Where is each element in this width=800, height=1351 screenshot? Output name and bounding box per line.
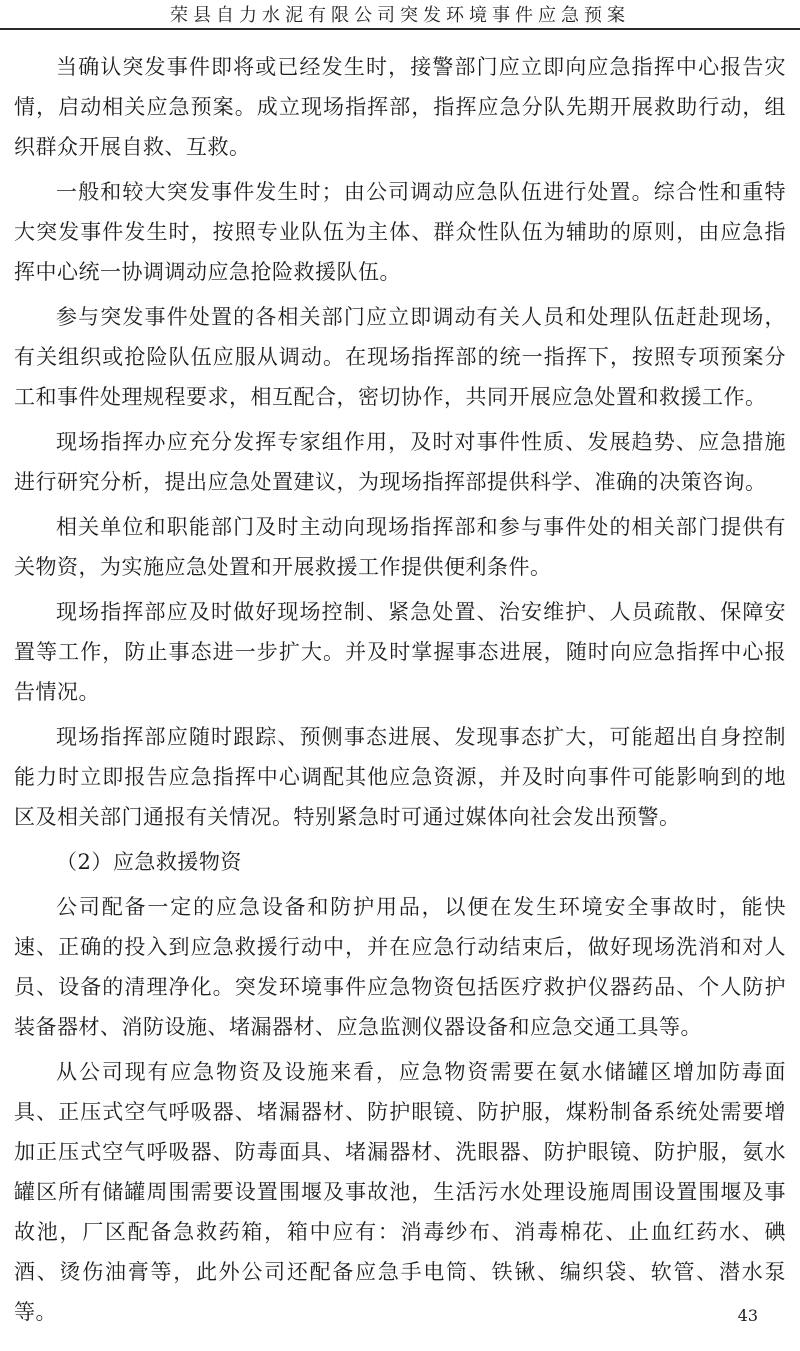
paragraph: 当确认突发事件即将或已经发生时，接警部门应立即向应急指挥中心报告灾情，启动相关应急预案。成立现场指挥部，指挥应急分队先期开展救助行动，组织群众开展自救、互救。 xyxy=(14,55,786,159)
page-header-title: 荣县自力水泥有限公司突发环境事件应急预案 xyxy=(170,5,630,26)
section-heading: （2）应急救援物资 xyxy=(56,850,242,874)
page-header xyxy=(0,0,800,25)
paragraph: 一般和较大突发事件发生时；由公司调动应急队伍进行处置。综合性和重特大突发事件发生时，按照专业队伍为主体、群众性队伍为辅助的原则，由应急指挥中心统一协调调动应急抢险救援队伍。 xyxy=(14,180,786,284)
paragraph: 从公司现有应急物资及设施来看，应急物资需要在氨水储罐区增加防毒面具、正压式空气呼吸器、堵漏器材、防护眼镜、防护服，煤粉制备系统处需要增加正压式空气呼吸器、防毒面具、堵漏器材、洗眼器、防护眼镜、防护服，氨水罐区所有储罐周围需要设置围堰及事故池，生活污水处理设施周围设置围堰及事故池，厂区配备急救药箱，箱中应有：消毒纱布、消毒棉花、止血红药水、碘酒、烫伤油膏等，此外公司还配备应急手电筒、铁锹、编织袋、软管、潜水泵等。 xyxy=(14,1060,786,1324)
paragraph: 现场指挥办应充分发挥专家组作用，及时对事件性质、发展趋势、应急措施进行研究分析，提出应急处置建议，为现场指挥部提供科学、准确的决策咨询。 xyxy=(14,430,786,494)
paragraph: 公司配备一定的应急设备和防护用品，以便在发生环境安全事故时，能快速、正确的投入到应急救援行动中，并在应急行动结束后，做好现场洗消和对人员、设备的清理净化。突发环境事件应急物资包括医疗救护仪器药品、个人防护装备器材、消防设施、堵漏器材、应急监测仪器设备和应急交通工具等。 xyxy=(14,895,786,1039)
paragraph: 参与突发事件处置的各相关部门应立即调动有关人员和处理队伍赶赴现场，有关组织或抢险队伍应服从调动。在现场指挥部的统一指挥下，按照专项预案分工和事件处理规程要求，相互配合，密切协作，共同开展应急处置和救援工作。 xyxy=(14,305,786,409)
paragraph: 现场指挥部应随时跟踪、预侧事态进展、发现事态扩大，可能超出自身控制能力时立即报告应急指挥中心调配其他应急资源，并及时向事件可能影响到的地区及相关部门通报有关情况。特别紧急时可通过媒体向社会发出预警。 xyxy=(14,725,786,829)
paragraph: 现场指挥部应及时做好现场控制、紧急处置、治安维护、人员疏散、保障安置等工作，防止事态进一步扩大。并及时掌握事态进展，随时向应急指挥中心报告情况。 xyxy=(14,600,786,704)
document-body xyxy=(0,30,800,1332)
paragraph: 相关单位和职能部门及时主动向现场指挥部和参与事件处的相关部门提供有关物资，为实施应急处置和开展救援工作提供便利条件。 xyxy=(14,515,786,579)
page-number: 43 xyxy=(737,1306,758,1325)
